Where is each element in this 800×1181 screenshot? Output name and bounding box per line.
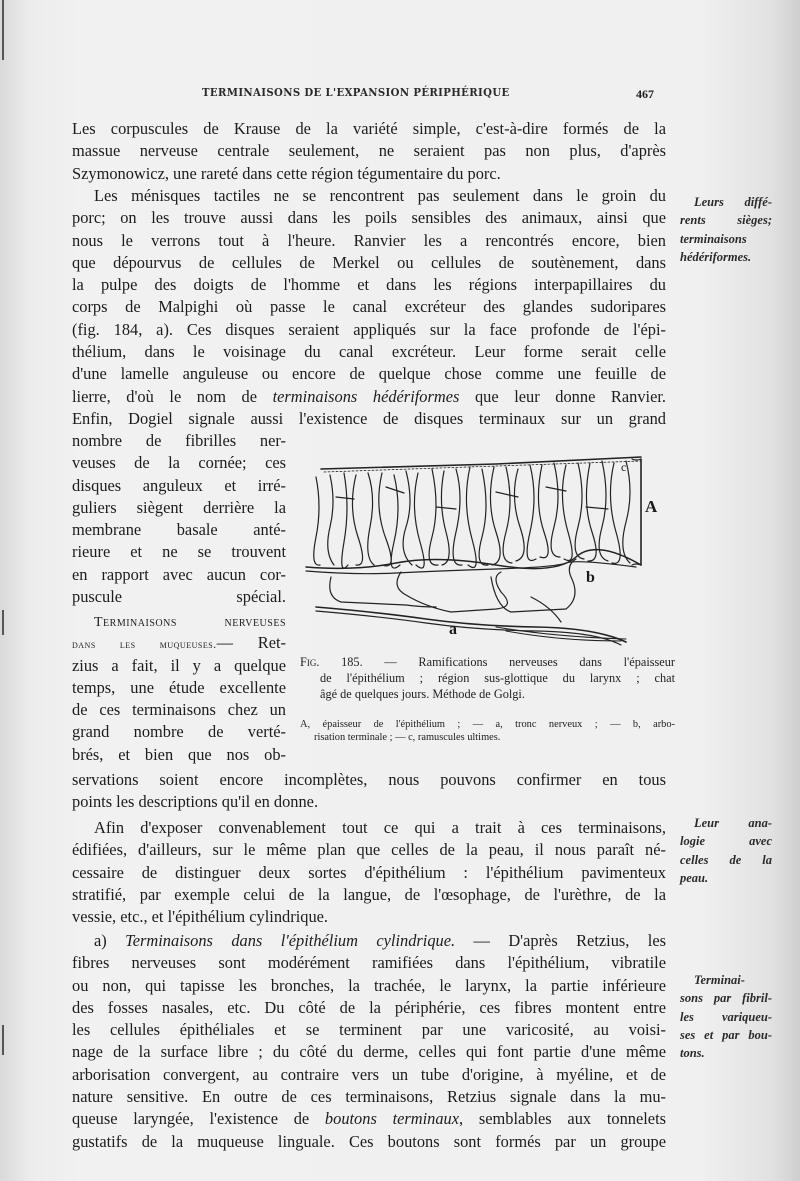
figure-label-b: b — [586, 569, 595, 586]
text-line: nombre de fibrilles ner- — [72, 431, 286, 450]
section-heading: Terminaisons nerveuses — [94, 615, 286, 630]
text-line: zius a fait, il y a quelque — [72, 655, 286, 675]
text-line: porc; on les trouve aussi dans les poils sensibles des animaux, ainsi que — [72, 208, 666, 228]
margin-note-analogie: Leur ana- logie avec celles de la peau. — [680, 816, 772, 885]
page-number: 467 — [636, 87, 654, 101]
text-line: rieure et ne se trouvent — [72, 542, 286, 562]
section-heading: dans les muqueuses. — [72, 637, 217, 652]
text-run: — Ret- — [216, 633, 286, 653]
page-edge-mark — [2, 1025, 4, 1055]
figure-legend — [300, 718, 675, 744]
figure-label-c: c — [621, 460, 627, 474]
subsection-title: Terminaisons dans l'épithélium cylindrique. — [125, 931, 456, 950]
term-hederiformes: terminaisons hédériformes — [272, 386, 460, 406]
text-line: membrane basale anté- — [72, 520, 286, 540]
text-line: brés, et bien que nos ob- — [72, 744, 286, 764]
text-line: servations soient encore incomplètes, nous pouvons confirmer en tous — [72, 770, 666, 789]
caption-line: de l'épithélium ; région sus-glottique du larynx ; chat — [320, 671, 675, 686]
figure-label-A: A — [645, 497, 658, 516]
page-edge-mark — [2, 610, 4, 635]
text-line: en rapport avec aucun cor- — [72, 564, 286, 584]
text-line: stratifié, par exemple celui de la langue, de l'œsophage, de l'urèthre, de la — [72, 884, 666, 904]
figure-label-a: a — [449, 621, 457, 638]
text-line: Szymonowicz, une rareté dans cette région tégumentaire du porc. — [72, 163, 501, 183]
narrow-column-muqueuses — [72, 610, 286, 766]
text-run: lierre, d'où le nom de — [72, 386, 273, 406]
text-line: que dépourvus de cellules de Merkel ou cellules de soutènement, dans — [72, 252, 666, 272]
text-run: que leur donne Ranvier. — [459, 386, 667, 406]
paragraph-two-epithelia — [72, 817, 666, 928]
text-line: queuse laryngée, l'existence de boutons terminaux, semblables aux tonnelets — [72, 1109, 666, 1129]
text-line: massue nerveuse centrale seulement, ne seraient pas non plus, d'après — [72, 141, 666, 161]
text-line: puscule spécial. — [72, 587, 286, 607]
text-line: fibres nerveuses sont modérément ramifiées dans l'épithélium, vibratile — [72, 953, 666, 973]
paragraph-cylindrique — [72, 930, 666, 1153]
text-line: nage de la surface libre ; du côté du derme, celles qui font partie d'une même — [72, 1042, 666, 1062]
text-line: a) Terminaisons dans l'épithélium cylindrique. — D'après Retzius, les — [94, 931, 666, 950]
text-line: la pulpe des doigts de l'homme et dans les régions interpapillaires du — [72, 275, 666, 295]
figure-caption — [300, 654, 675, 703]
text-line: gustatifs de la muqueuse linguale. Ces boutons sont formés par un groupe — [72, 1131, 666, 1151]
text-line: Les ménisques tactiles ne se rencontrent pas seulement dans le groin du — [94, 186, 666, 205]
page-edge-mark — [2, 0, 4, 60]
text-line: arborisation convergent, au contraire vers un tube d'origine, à myéline, et de — [72, 1064, 666, 1084]
text-line: grand nombre de verté- — [72, 722, 286, 742]
figure-185-illustration — [296, 447, 686, 647]
figure-number: Fig. 185. — [300, 655, 363, 669]
paragraph-krause — [72, 118, 666, 185]
text-line: corps de Malpighi où passe le canal excréteur des glandes sudoripares — [72, 297, 666, 317]
text-line: Les corpuscules de Krause de la variété simple, c'est-à-dire formés de la — [72, 119, 666, 138]
term-boutons-terminaux: boutons terminaux — [324, 1109, 460, 1129]
text-line: disques anguleux et irré- — [72, 475, 286, 495]
caption-line: Fig. 185. — Ramifications nerveuses dans l'épaisseur — [300, 655, 676, 669]
text-line: (fig. 184, a). Ces disques seraient appliqués sur la face profonde de l'épi- — [72, 319, 666, 339]
text-line: Afin d'exposer convenablement tout ce qui a trait à ces terminaisons, — [94, 818, 666, 837]
text-line — [72, 632, 286, 654]
text-line: Enfin, Dogiel signale aussi l'existence de disques terminaux sur un grand — [72, 408, 666, 428]
text-line: de ces terminaisons chez un — [72, 700, 286, 720]
text-line: vessie, etc., et l'épithélium cylindrique. — [72, 907, 329, 927]
narrow-column-cornea — [72, 430, 286, 608]
margin-note-sieges: Leurs diffé- rents sièges; terminaisons hédériformes. — [680, 195, 772, 264]
paragraph-menisques — [72, 185, 666, 430]
text-line: ou non, qui tapisse les bronches, la trachée, le larynx, la partie inférieure — [72, 975, 666, 995]
text-line: les cellules épithéliales et se terminent par une varicosité, au voisi- — [72, 1020, 666, 1040]
text-line: édifiées, d'ailleurs, sur le même plan que celles de la peau, il nous paraît né- — [72, 840, 666, 860]
text-line: des fosses nasales, etc. Du côté de la périphérie, ces fibres montent entre — [72, 997, 666, 1017]
paragraph-retzius-end — [72, 769, 666, 814]
running-head: TERMINAISONS DE L'EXPANSION PÉRIPHÉRIQUE — [202, 86, 510, 99]
text-line: nous le verrons tout à l'heure. Ranvier les a rencontrés encore, bien — [72, 230, 666, 250]
text-line: thélium, dans le voisinage du canal excréteur. Leur forme serait celle — [72, 342, 666, 362]
caption-line: âgé de quelques jours. Méthode de Golgi. — [320, 687, 525, 702]
text-line: d'une lamelle anguleuse ou encore de quelque chose comme une feuille de — [72, 364, 666, 384]
text-line: temps, une étude excellente — [72, 677, 286, 697]
text-line: points les descriptions qu'il en donne. — [72, 792, 319, 812]
text-line: nature sensitive. En outre de ces terminaisons, Retzius signale dans la mu- — [72, 1087, 666, 1107]
text-line: cessaire de distinguer deux sortes d'épithélium : l'épithélium pavimenteux — [72, 862, 666, 882]
margin-note-fibrilles: Terminai- sons par fibril- les variqueu- ses et par bou- tons. — [680, 973, 772, 1061]
nerve-ramification-drawing — [296, 447, 686, 647]
legend-line: risation terminale ; — c, ramuscules ultimes. — [314, 732, 501, 743]
text-line — [72, 386, 666, 408]
text-line: veuses de la cornée; ces — [72, 453, 286, 473]
text-line: guliers siègent derrière la — [72, 497, 286, 517]
legend-line: A, épaisseur de l'épithélium ; — a, tronc nerveux ; — b, arbo- — [300, 719, 675, 730]
